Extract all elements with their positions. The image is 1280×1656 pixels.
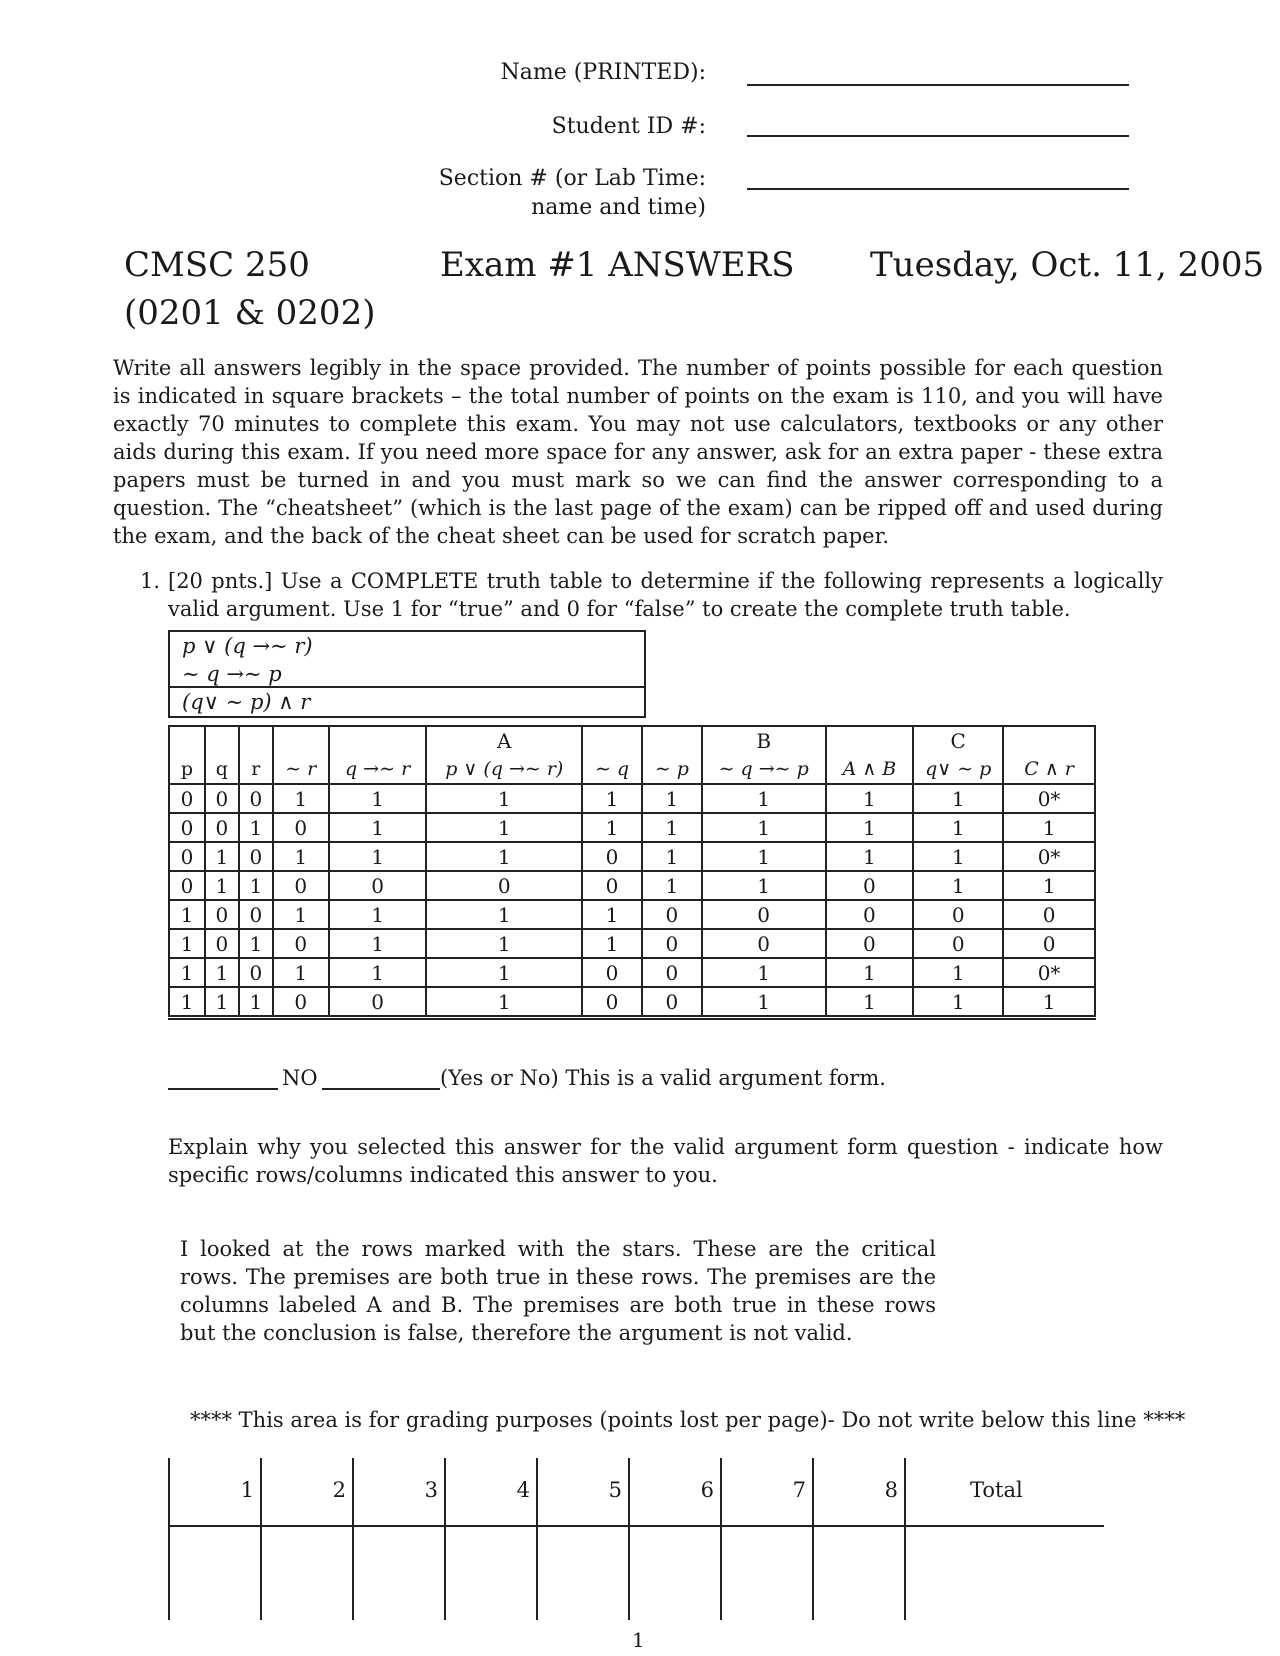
table-cell: 0: [582, 987, 642, 1018]
table-cell: 1: [702, 987, 826, 1018]
premises-box: [168, 630, 646, 718]
instructions: Write all answers legibly in the space provided. The number of points possible for each question is indicated in square brackets – the total number of points on the exam is 110, and you will have exactly 70 minutes to complete this exam. You may not use calculators, textbooks or any other aids during this exam. If you need more space for any answer, ask for an extra paper - these extra papers must be turned in and you must mark so we can find the answer corresponding to a question. The “cheatsheet” (which is the last page of the exam) can be ripped off and used during the exam, and the back of the cheat sheet can be used for scratch paper.: [113, 356, 1163, 548]
table-cell: 0: [642, 900, 702, 929]
grading-notice: **** This area is for grading purposes (points lost per page)- Do not write below this line ****: [190, 1408, 1186, 1432]
section-label: Section # (or Lab Time:: [438, 166, 706, 191]
table-cell: 1: [913, 987, 1003, 1018]
group-label: [826, 726, 914, 755]
table-cell: 0: [642, 958, 702, 987]
table-cell: 1: [426, 813, 582, 842]
table-cell: 1: [426, 958, 582, 987]
group-label: [273, 726, 329, 755]
table-cell: 0: [913, 929, 1003, 958]
table-cell: 1: [1003, 987, 1095, 1018]
table-cell: 0*: [1003, 958, 1095, 987]
group-label: [582, 726, 642, 755]
table-cell: 1: [426, 842, 582, 871]
table-cell: 1: [913, 958, 1003, 987]
grading-cell[interactable]: [168, 1458, 262, 1620]
table-cell: 1: [273, 958, 329, 987]
table-cell: 1: [169, 987, 205, 1018]
table-cell: 1: [169, 958, 205, 987]
group-label: [169, 726, 205, 755]
grading-table: [168, 1458, 1104, 1620]
table-cell: 0: [826, 900, 914, 929]
table-cell: 0: [273, 813, 329, 842]
table-cell: 0: [273, 929, 329, 958]
table-cell: 1: [642, 813, 702, 842]
grading-cell[interactable]: [444, 1458, 538, 1620]
table-cell: 0: [205, 784, 239, 813]
grading-cell[interactable]: [352, 1458, 446, 1620]
table-cell: 0: [239, 784, 273, 813]
table-row: [169, 813, 1095, 842]
table-cell: 1: [426, 987, 582, 1018]
grading-column-label: 1: [240, 1478, 254, 1502]
grading-cell[interactable]: [720, 1458, 814, 1620]
table-row: [169, 900, 1095, 929]
group-label: A: [426, 726, 582, 755]
table-cell: 1: [329, 813, 427, 842]
table-row: [169, 842, 1095, 871]
group-label: [1003, 726, 1095, 755]
table-cell: 0: [582, 871, 642, 900]
grading-cell[interactable]: [812, 1458, 906, 1620]
table-cell: 0: [582, 958, 642, 987]
table-cell: 1: [239, 929, 273, 958]
table-cell: 0: [642, 987, 702, 1018]
student-id-label: Student ID #:: [551, 114, 706, 139]
table-cell: 1: [273, 842, 329, 871]
column-header: q →∼ r: [329, 755, 427, 784]
table-cell: 1: [826, 842, 914, 871]
table-cell: 0: [426, 871, 582, 900]
group-label: [642, 726, 702, 755]
table-cell: 1: [582, 813, 642, 842]
question-number: 1.: [140, 569, 161, 593]
answer-blank-right: [322, 1088, 440, 1090]
explanation-text[interactable]: I looked at the rows marked with the stars. These are the critical rows. The premises are both true in these rows. The premises are the columns labeled A and B. The premises are both true in these rows but the conclusion is false, therefore the argument is not valid.: [180, 1237, 936, 1345]
truth-table: [168, 725, 1096, 1020]
table-cell: 1: [329, 958, 427, 987]
premise-2: ∼ q →∼ p: [170, 660, 644, 688]
column-header: C ∧ r: [1003, 755, 1095, 784]
table-cell: 0*: [1003, 784, 1095, 813]
grading-cell[interactable]: [260, 1458, 354, 1620]
table-cell: 1: [702, 871, 826, 900]
group-label: B: [702, 726, 826, 755]
table-cell: 1: [329, 842, 427, 871]
table-row: [169, 929, 1095, 958]
table-cell: 0: [169, 813, 205, 842]
table-cell: 1: [826, 987, 914, 1018]
grading-column-label: 5: [608, 1478, 622, 1502]
table-cell: 1: [239, 987, 273, 1018]
premise-1: p ∨ (q →∼ r): [182, 634, 313, 658]
table-cell: 1: [582, 900, 642, 929]
course-code: CMSC 250: [124, 245, 310, 285]
table-cell: 0: [582, 842, 642, 871]
table-cell: 1: [426, 929, 582, 958]
table-row: [169, 784, 1095, 813]
table-cell: 1: [913, 813, 1003, 842]
column-header: q∨ ∼ p: [913, 755, 1003, 784]
table-cell: 1: [205, 842, 239, 871]
column-header: q: [205, 755, 239, 784]
table-cell: 1: [273, 784, 329, 813]
table-cell: 1: [642, 842, 702, 871]
table-cell: 0: [826, 929, 914, 958]
table-cell: 1: [273, 900, 329, 929]
table-cell: 1: [329, 784, 427, 813]
column-header: ∼ r: [273, 755, 329, 784]
course-sections: (0201 & 0202): [124, 293, 376, 333]
table-cell: 1: [702, 842, 826, 871]
table-cell: 0: [205, 900, 239, 929]
column-header: A ∧ B: [826, 755, 914, 784]
table-row: [169, 958, 1095, 987]
table-cell: 1: [826, 958, 914, 987]
table-cell: 0: [1003, 929, 1095, 958]
answer-value[interactable]: NO: [282, 1066, 318, 1090]
table-cell: 1: [205, 987, 239, 1018]
table-cell: 1: [913, 784, 1003, 813]
grading-column-label: 8: [884, 1478, 898, 1502]
group-label: C: [913, 726, 1003, 755]
group-label: [239, 726, 273, 755]
table-cell: 1: [582, 784, 642, 813]
grading-column-label: 7: [792, 1478, 806, 1502]
table-cell: 0: [169, 871, 205, 900]
name-label: Name (PRINTED):: [500, 60, 706, 85]
table-cell: 1: [205, 958, 239, 987]
table-cell: 1: [205, 871, 239, 900]
table-row: [169, 871, 1095, 900]
table-cell: 0: [239, 842, 273, 871]
grading-column-label: 6: [700, 1478, 714, 1502]
table-cell: 1: [426, 900, 582, 929]
table-cell: 1: [169, 900, 205, 929]
table-cell: 1: [642, 871, 702, 900]
table-cell: 0: [205, 813, 239, 842]
name-field[interactable]: [747, 84, 1129, 86]
table-cell: 1: [169, 929, 205, 958]
table-cell: 0: [205, 929, 239, 958]
table-cell: 1: [239, 871, 273, 900]
section-field[interactable]: [747, 188, 1129, 190]
table-cell: 0*: [1003, 842, 1095, 871]
table-cell: 0: [239, 958, 273, 987]
column-header: p: [169, 755, 205, 784]
table-cell: 1: [913, 871, 1003, 900]
table-header-row: [169, 755, 1095, 784]
section-label-sub: name and time): [531, 195, 706, 220]
table-cell: 1: [826, 813, 914, 842]
table-cell: 0: [826, 871, 914, 900]
table-cell: 1: [642, 784, 702, 813]
table-cell: 1: [582, 929, 642, 958]
group-label: [329, 726, 427, 755]
table-cell: 1: [1003, 871, 1095, 900]
column-header: ∼ p: [642, 755, 702, 784]
group-label: [205, 726, 239, 755]
table-cell: 0: [329, 871, 427, 900]
table-cell: 0: [239, 900, 273, 929]
grading-cell[interactable]: [536, 1458, 630, 1620]
question-prompt: [20 pnts.] Use a COMPLETE truth table to determine if the following represents a logically valid argument. Use 1 for “true” and 0 for “false” to create the complete truth table.: [168, 569, 1163, 621]
table-cell: 0: [913, 900, 1003, 929]
table-cell: 0: [702, 929, 826, 958]
grading-column-label: Total: [970, 1478, 1023, 1502]
grading-column-label: 4: [516, 1478, 530, 1502]
table-cell: 0: [273, 987, 329, 1018]
table-group-row: [169, 726, 1095, 755]
table-cell: 0: [329, 987, 427, 1018]
column-header: ∼ q →∼ p: [702, 755, 826, 784]
table-cell: 1: [1003, 813, 1095, 842]
table-cell: 0: [169, 784, 205, 813]
column-header: ∼ q: [582, 755, 642, 784]
exam-title: Exam #1 ANSWERS: [440, 245, 795, 285]
student-id-field[interactable]: [747, 135, 1129, 137]
table-cell: 0: [1003, 900, 1095, 929]
explain-prompt: Explain why you selected this answer for the valid argument form question - indicate how specific rows/columns indicated this answer to you.: [168, 1135, 1163, 1187]
table-cell: 1: [826, 784, 914, 813]
table-cell: 1: [329, 900, 427, 929]
table-cell: 1: [702, 784, 826, 813]
table-cell: 1: [913, 842, 1003, 871]
conclusion: (q∨ ∼ p) ∧ r: [182, 690, 311, 714]
column-header: p ∨ (q →∼ r): [426, 755, 582, 784]
grading-cell[interactable]: [628, 1458, 722, 1620]
grading-column-label: 2: [332, 1478, 346, 1502]
table-cell: 0: [273, 871, 329, 900]
grading-cell[interactable]: [904, 1458, 1086, 1620]
table-cell: 1: [239, 813, 273, 842]
table-cell: 0: [169, 842, 205, 871]
exam-date: Tuesday, Oct. 11, 2005: [870, 245, 1265, 285]
grading-column-label: 3: [424, 1478, 438, 1502]
table-cell: 1: [329, 929, 427, 958]
page-number: 1: [632, 1628, 645, 1652]
table-cell: 1: [426, 784, 582, 813]
answer-suffix: (Yes or No) This is a valid argument form.: [440, 1066, 886, 1090]
table-cell: 0: [702, 900, 826, 929]
table-row: [169, 987, 1095, 1018]
column-header: r: [239, 755, 273, 784]
table-cell: 1: [702, 813, 826, 842]
table-cell: 1: [702, 958, 826, 987]
answer-blank-left: [168, 1088, 278, 1090]
table-cell: 0: [642, 929, 702, 958]
